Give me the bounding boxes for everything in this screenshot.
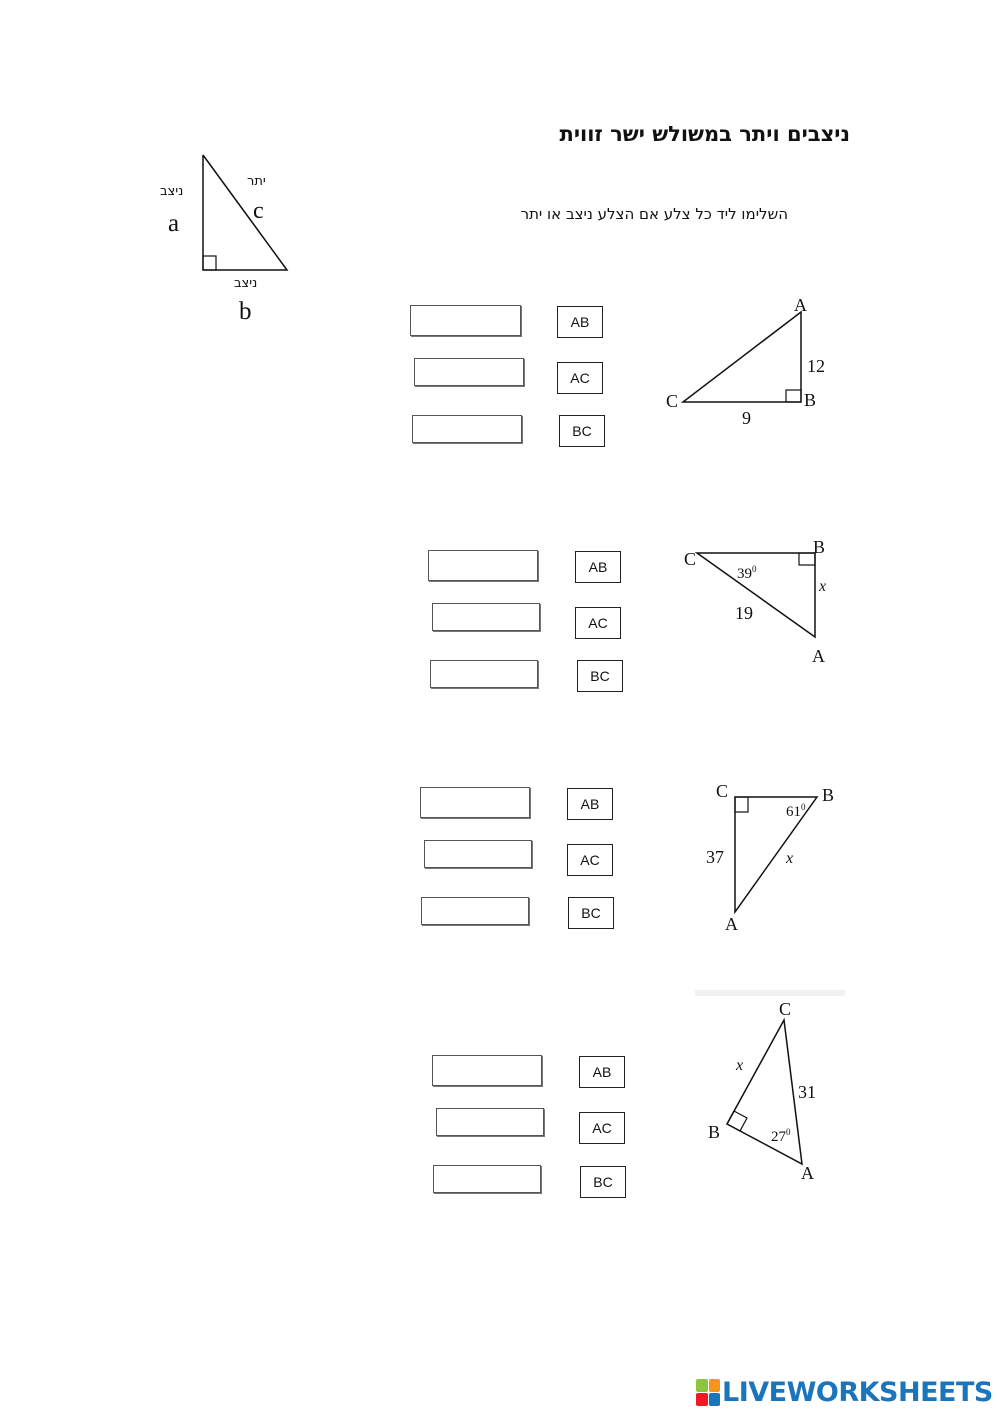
vertex-label-b-2: B: [813, 537, 826, 557]
vertex-label-b-3: B: [822, 785, 835, 805]
vertex-label-b-4: B: [708, 1122, 721, 1142]
side-label-ac-3: 37: [706, 847, 724, 867]
side-label-ab-3: x: [786, 850, 794, 867]
triangle-figure-2: [675, 535, 845, 675]
vertex-label-a-4: A: [801, 1163, 814, 1183]
triangle-3: [735, 797, 817, 912]
leg-a-word: ניצב: [160, 184, 184, 199]
right-angle-marker-3: [735, 797, 748, 812]
logo-tile-orange: [709, 1379, 721, 1392]
side-label-bc-4: x: [736, 1057, 744, 1074]
answer-input-2-bc[interactable]: [430, 660, 538, 688]
segment-label-2-ac: AC: [575, 607, 621, 639]
angle-label-2: $39^0$: [737, 564, 757, 582]
segment-label-4-ac: AC: [579, 1112, 625, 1144]
reference-triangle: [203, 155, 287, 270]
answer-input-4-ab[interactable]: [432, 1055, 542, 1086]
segment-label-4-ab: AB: [579, 1056, 625, 1088]
reference-triangle-figure: [150, 145, 310, 335]
vertex-label-a-2: A: [812, 646, 825, 666]
vertex-label-a-3: A: [725, 914, 738, 934]
segment-label-4-bc: BC: [580, 1166, 626, 1198]
angle-label-3: $61^0$: [786, 802, 806, 820]
brand-name: LIVEWORKSHEETS: [722, 1376, 993, 1408]
segment-label-3-ac: AC: [567, 844, 613, 876]
triangle-figure-3: [695, 775, 855, 940]
answer-input-4-ac[interactable]: [436, 1108, 544, 1136]
side-label-ab-1: 12: [807, 356, 825, 376]
answer-input-2-ac[interactable]: [432, 603, 540, 631]
vertex-label-b-1: B: [804, 390, 817, 410]
leg-b-letter: b: [239, 298, 252, 325]
leg-a-letter: a: [168, 210, 180, 237]
segment-label-1-bc: BC: [559, 415, 605, 447]
answer-input-2-ab[interactable]: [428, 550, 538, 581]
logo-tile-red: [696, 1393, 708, 1406]
instruction-text: השלימו ליד כל צלע אם הצלע ניצב או יתר: [520, 205, 788, 223]
triangle-1: [683, 312, 801, 402]
segment-label-1-ac: AC: [557, 362, 603, 394]
segment-label-1-ab: AB: [557, 306, 603, 338]
leg-b-word: ניצב: [234, 276, 258, 291]
side-label-ac-2: 19: [735, 603, 753, 623]
hypotenuse-letter: c: [253, 198, 264, 224]
answer-input-3-ab[interactable]: [420, 787, 530, 818]
segment-label-2-bc: BC: [577, 660, 623, 692]
answer-input-1-bc[interactable]: [412, 415, 522, 443]
segment-label-2-ab: AB: [575, 551, 621, 583]
page-title: ניצבים ויתר במשולש ישר זווית: [559, 122, 850, 146]
triangle-4: [727, 1020, 802, 1164]
segment-label-3-bc: BC: [568, 897, 614, 929]
answer-input-3-bc[interactable]: [421, 897, 529, 925]
side-label-ab-2: x: [819, 578, 827, 595]
liveworksheets-logo: [696, 1376, 993, 1408]
liveworksheets-icon: [696, 1379, 720, 1406]
angle-label-4: $27^0$: [771, 1127, 791, 1145]
right-angle-marker: [203, 256, 216, 270]
hypotenuse-word: יתר: [247, 174, 266, 189]
right-angle-marker-1: [786, 390, 801, 402]
side-label-ac-4: 31: [798, 1082, 816, 1102]
vertex-label-c-1: C: [666, 391, 679, 411]
logo-tile-green: [696, 1379, 708, 1392]
triangle-figure-1: [660, 290, 840, 430]
answer-input-4-bc[interactable]: [433, 1165, 541, 1193]
answer-input-1-ab[interactable]: [410, 305, 521, 336]
side-label-bc-1: 9: [742, 408, 751, 428]
vertex-label-c-3: C: [716, 781, 729, 801]
vertex-label-c-2: C: [684, 549, 697, 569]
vertex-label-a-1: A: [794, 295, 807, 315]
answer-input-3-ac[interactable]: [424, 840, 532, 868]
triangle-figure-4: [695, 990, 850, 1190]
segment-label-3-ab: AB: [567, 788, 613, 820]
figure-top-shading: [695, 990, 845, 996]
right-angle-marker-4: [727, 1111, 747, 1131]
answer-input-1-ac[interactable]: [414, 358, 524, 386]
logo-tile-blue: [709, 1393, 721, 1406]
vertex-label-c-4: C: [779, 999, 792, 1019]
